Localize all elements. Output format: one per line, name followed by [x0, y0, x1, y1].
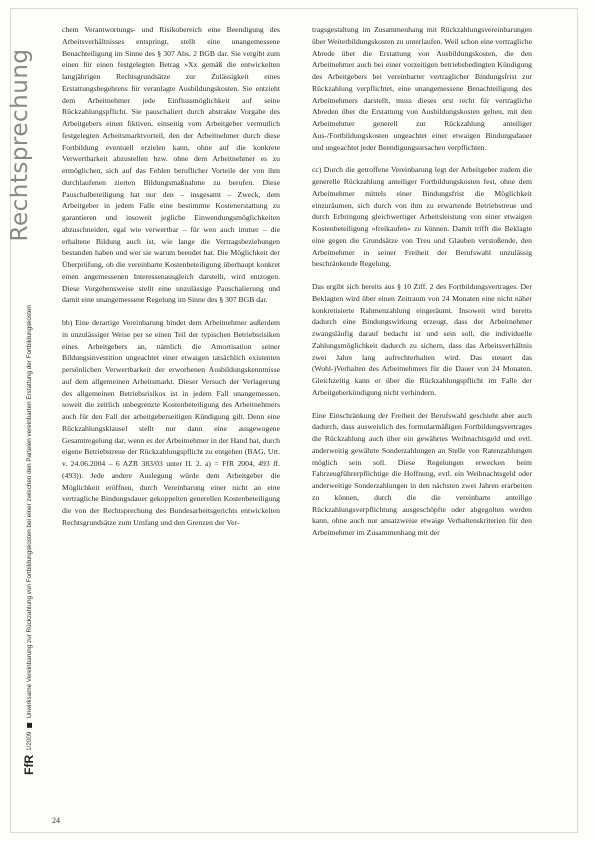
- paragraph: chem Verantwortungs- und Risikobereich eine Beendigung des Arbeitsverhältnisses entspringt, stellt eine unangemessene Benachteiligung im Sinne des § 307 Abs. 2 BGB dar. Sie vergibt zum einen für einen festgelegten Betrag »Xx gemäß die entwickelten langjährigen Rechtsgrundsätze zur Zulässigkeit eines Erstattungsbegehrens für veranlagte Ausbildungskosten. Sie entzieht dem Arbeitnehmer jede Einflussmöglichkeit auf seine Rückzahlungspflicht. Sie pauschaliert durch abstrakte Vorgabe des Arbeitgebers einen fiktiven, einseitig vom Arbeitgeber vermutlich festgelegten Arbeitsmarktvorteil, den der Arbeitnehmer durch diese Fortbildung eventuell erzielen kann, ohne auf die konkrete Verwertbarkeit abzustellen bzw. ohne dem Arbeitnehmer es zu ermöglichen, sich auf das Fehlen beruflicher Vorteile der von ihm durchlaufenen zierten Bildungsmaßnahme zu berufen. Diese Pauschalbeteiligung hat nur den – insgesamt – Zweck, dem Arbeitgeber in jedem Falle eine bestimmte Kostenerstattung zu garantieren und insoweit jegliche Einwendungsmöglichkeiten abzuschneiden, egal wie verwertbar – für wen auch immer – die erhaltene Bildung auch ist, wie lange die Vertragsbeziehungen bestanden haben und wer sie warum beendet hat. Die Möglichkeit der Überprüfung, ob die vereinbarte Kostenbeteiligung überhaupt konkret einen angemessenen Interessenausgleich darstellt, wird entzogen. Diese Vorgehensweise stellt eine unzulässige Pauschalierung und damit eine unangemessene Regelung im Sinne des § 307 BGB dar.: [62, 25, 280, 305]
- right-column: [312, 24, 532, 539]
- issue-number: 1/2009: [25, 731, 33, 751]
- paragraph: Eine Einschränkung der Freiheit der Berufswahl geschieht aber auch dadurch, dass ausweislich des formularmäßigen Fortbildungsvertrages die Rückzahlung auch über ein gewährtes Weihnachtsgeld und evtl. anderweitig gewährte Sonderzahlungen an Stelle von Ratenzahlungen möglich sein soll. Diese Regelungen erwecken beim Fahrzeugführerpflichtige die Hoffnung, evtl. ein Weihnachtsgeld oder anderweitige Sonderzahlungen in den nächsten zwei Jahren erarbeiten zu können, durch die die vereinbarte anteilige Rückzahlungsverpflichtung ausgeschöpfte oder abgegolten werden kann, ohne auch nur ansatzweise etwaige Verhaltenskriterien für den Arbeitnehmer im Zusammenhang mit der: [312, 410, 532, 537]
- left-column: [62, 24, 280, 529]
- paragraph: cc) Durch die getroffene Vereinbarung legt der Arbeitgeber zudem die generelle Rückzahlung anteiliger Fortbildungskosten fest, ohne dem Arbeitnehmer mittels einer Bindungsfrist die Möglichkeit einzuräumen, sich durch von ihm zu erwartende Betriebstreue und durch Erbringung gleichwertiger Arbeitsleistung von einer etwaigen Kostenbeteiligung »freikaufen« zu können. Damit trifft die Beklagte eine gegen die Grundsätze von Treu und Glauben verstoßende, den Arbeitnehmer in seiner Freiheit der Berufswahl unzulässig beschränkende Regelung.: [312, 165, 532, 269]
- square-bullet-icon: [27, 723, 32, 728]
- side-citation: [14, 260, 44, 820]
- paragraph: tragsgestaltung im Zusammenhang mit Rückzahlungsvereinbarungen über Weiterbildungskosten zu unterlaufen. Weil schon eine vertragliche Abrede über die Erstattung von Ausbildungskosten, die den Arbeitnehmer auch bei einer vorzeitigen betriebsbedingten Kündigung des Arbeitgebers bei vereinbarter vertraglicher Bindungsfrist zur Rückzahlung verpflichtet, eine unangemessene Benachteiligung des Arbeitnehmers darstellt, muss dieses erst recht für vertragliche Abreden über die Erstattung von Ausbildungskosten gelten, mit den Arbeitnehmer generell zur Rückzahlung anteiliger Aus-/Fortbildungskosten ungeachtet einer etwaigen Bindungsdauer und ungeachtet jeder Beendigungsursachen verpflichten.: [312, 25, 532, 152]
- page-number: 24: [52, 816, 60, 825]
- section-rubric: [0, 30, 40, 260]
- paragraph: bb) Eine derartige Vereinbarung bindet dem Arbeitnehmer außerdem in unzulässiger Weise per se einen Teil der typischen Betriebsrisiken eines Arbeitgebers an, nämlich die Amortisation seiner Bildungsinvestition ungeachtet einer etwaigen tatsächlich existenten persönlichen Verwertbarkeit der erworbenen Ausbildungskenntnisse auf dem allgemeinen Arbeitsmarkt. Dieser Versuch der Verlagerung des allgemeinen Betriebsrisikos ist in jedem Fall unangemessen, soweit die zeitlich unbegrenzte Kostenbeteiligung des Arbeitnehmers auch für den Fall der arbeitgeberseitigen Kündigung gilt. Denn eine Rückzahlungsklausel stellt nur dann eine ausgewogene Gesamtregelung dar, wenn es der Arbeitnehmer in der Hand hat, durch eigene Betriebstreue der Rückzahlungspflicht zu entgehen (BAG, Urt. v. 24.06.2004 – 6 AZR 383/03 unter II. 2. a) = FfR 2004, 493 ff. (493)). Jede andere Auslegung würde dem Arbeitgeber die Möglichkeit eröffnen, durch Vereinbarung einer nicht an eine vertragliche Bindungsdauer gekoppelten generellen Kostenbeteiligung die von der Rechtsprechung des Bundesarbeitsgerichts entwickelten Rechtsgrundsätze zum Umfang und den Grenzen der Ver-: [62, 318, 280, 527]
- paragraph: Das ergibt sich bereits aus § 10 Ziff. 2 des Fortbildungsvertrages. Der Beklagten wird über einen Zeitraum von 24 Monaten eine nicht näher konkretisierte Rahmenzahlung eingeräumt. Insoweit wird bereits dadurch eine Bindungswirkung erzeugt, dass der Arbeitnehmer zwangsläufig darauf bedacht ist und sein soll, die individuelle Zahlungsmöglichkeit dadurch zu sichern, dass das Arbeitsverhältnis zwei Jahre lang aufrechterhalten wird. Das steuert das (Wohl-)Verhalten des Arbeitnehmers für die Dauer von 24 Monaten. Gleichzeitig kann er über die Rückzahlungspflicht im Falle der Arbeitgeberkündigung nicht verhindern.: [312, 282, 532, 397]
- running-title: Unwirksame Vereinbarung zur Rückzahlung von Fortbildungskosten bei einer zwischen den Parteien vereinbarten Erstattung der Fortbildungskosten: [25, 305, 33, 719]
- journal-logo: FfR: [22, 754, 36, 775]
- rubric-label: Rechtsprechung: [7, 48, 33, 242]
